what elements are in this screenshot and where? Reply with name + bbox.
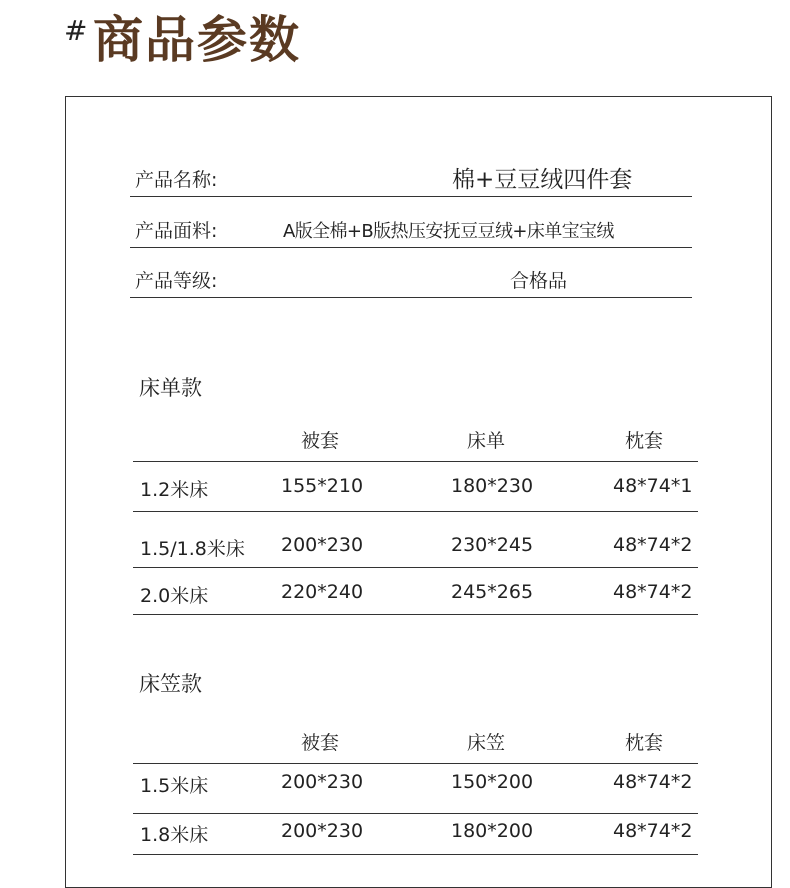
spec-value: 棉+豆豆绒四件套 bbox=[452, 167, 633, 193]
row-size: 2.0米床 bbox=[140, 585, 209, 607]
row-pillow: 48*74*2 bbox=[613, 581, 693, 603]
spec-value: A版全棉+B版热压安抚豆豆绒+床单宝宝绒 bbox=[283, 221, 614, 242]
row-size: 1.5米床 bbox=[140, 775, 209, 797]
section-title-fitted: 床笠款 bbox=[139, 672, 202, 696]
spec-row-fabric bbox=[130, 211, 692, 248]
row-duvet: 200*230 bbox=[281, 820, 364, 842]
col-header: 枕套 bbox=[625, 732, 664, 754]
spec-label: 产品等级: bbox=[135, 270, 218, 292]
table-row bbox=[133, 512, 698, 568]
table-row bbox=[133, 814, 698, 855]
spec-row-grade bbox=[130, 261, 692, 298]
row-sheet: 245*265 bbox=[451, 581, 534, 603]
row-duvet: 200*230 bbox=[281, 771, 364, 793]
row-duvet: 200*230 bbox=[281, 534, 364, 556]
row-pillow: 48*74*2 bbox=[613, 820, 693, 842]
spec-label: 产品名称: bbox=[135, 169, 218, 191]
col-header: 床笠 bbox=[467, 732, 506, 754]
row-duvet: 155*210 bbox=[281, 475, 364, 497]
page-title: 商品参数 bbox=[93, 11, 301, 69]
row-pillow: 48*74*1 bbox=[613, 475, 693, 497]
row-fitted: 150*200 bbox=[451, 771, 534, 793]
col-header: 被套 bbox=[301, 732, 340, 754]
table-row bbox=[133, 764, 698, 814]
row-size: 1.2米床 bbox=[140, 479, 209, 501]
spec-value: 合格品 bbox=[510, 270, 568, 292]
section-title-sheet: 床单款 bbox=[139, 376, 202, 400]
spec-label: 产品面料: bbox=[135, 220, 218, 242]
col-header: 枕套 bbox=[625, 430, 664, 452]
row-pillow: 48*74*2 bbox=[613, 771, 693, 793]
col-header: 被套 bbox=[301, 430, 340, 452]
hash-mark: # bbox=[64, 14, 88, 47]
spec-row-name bbox=[130, 160, 692, 197]
row-sheet: 180*230 bbox=[451, 475, 534, 497]
row-size: 1.8米床 bbox=[140, 824, 209, 846]
row-size: 1.5/1.8米床 bbox=[140, 538, 245, 560]
row-duvet: 220*240 bbox=[281, 581, 364, 603]
table-row bbox=[133, 462, 698, 512]
row-pillow: 48*74*2 bbox=[613, 534, 693, 556]
row-fitted: 180*200 bbox=[451, 820, 534, 842]
row-sheet: 230*245 bbox=[451, 534, 534, 556]
table-row bbox=[133, 568, 698, 615]
col-header: 床单 bbox=[467, 430, 506, 452]
